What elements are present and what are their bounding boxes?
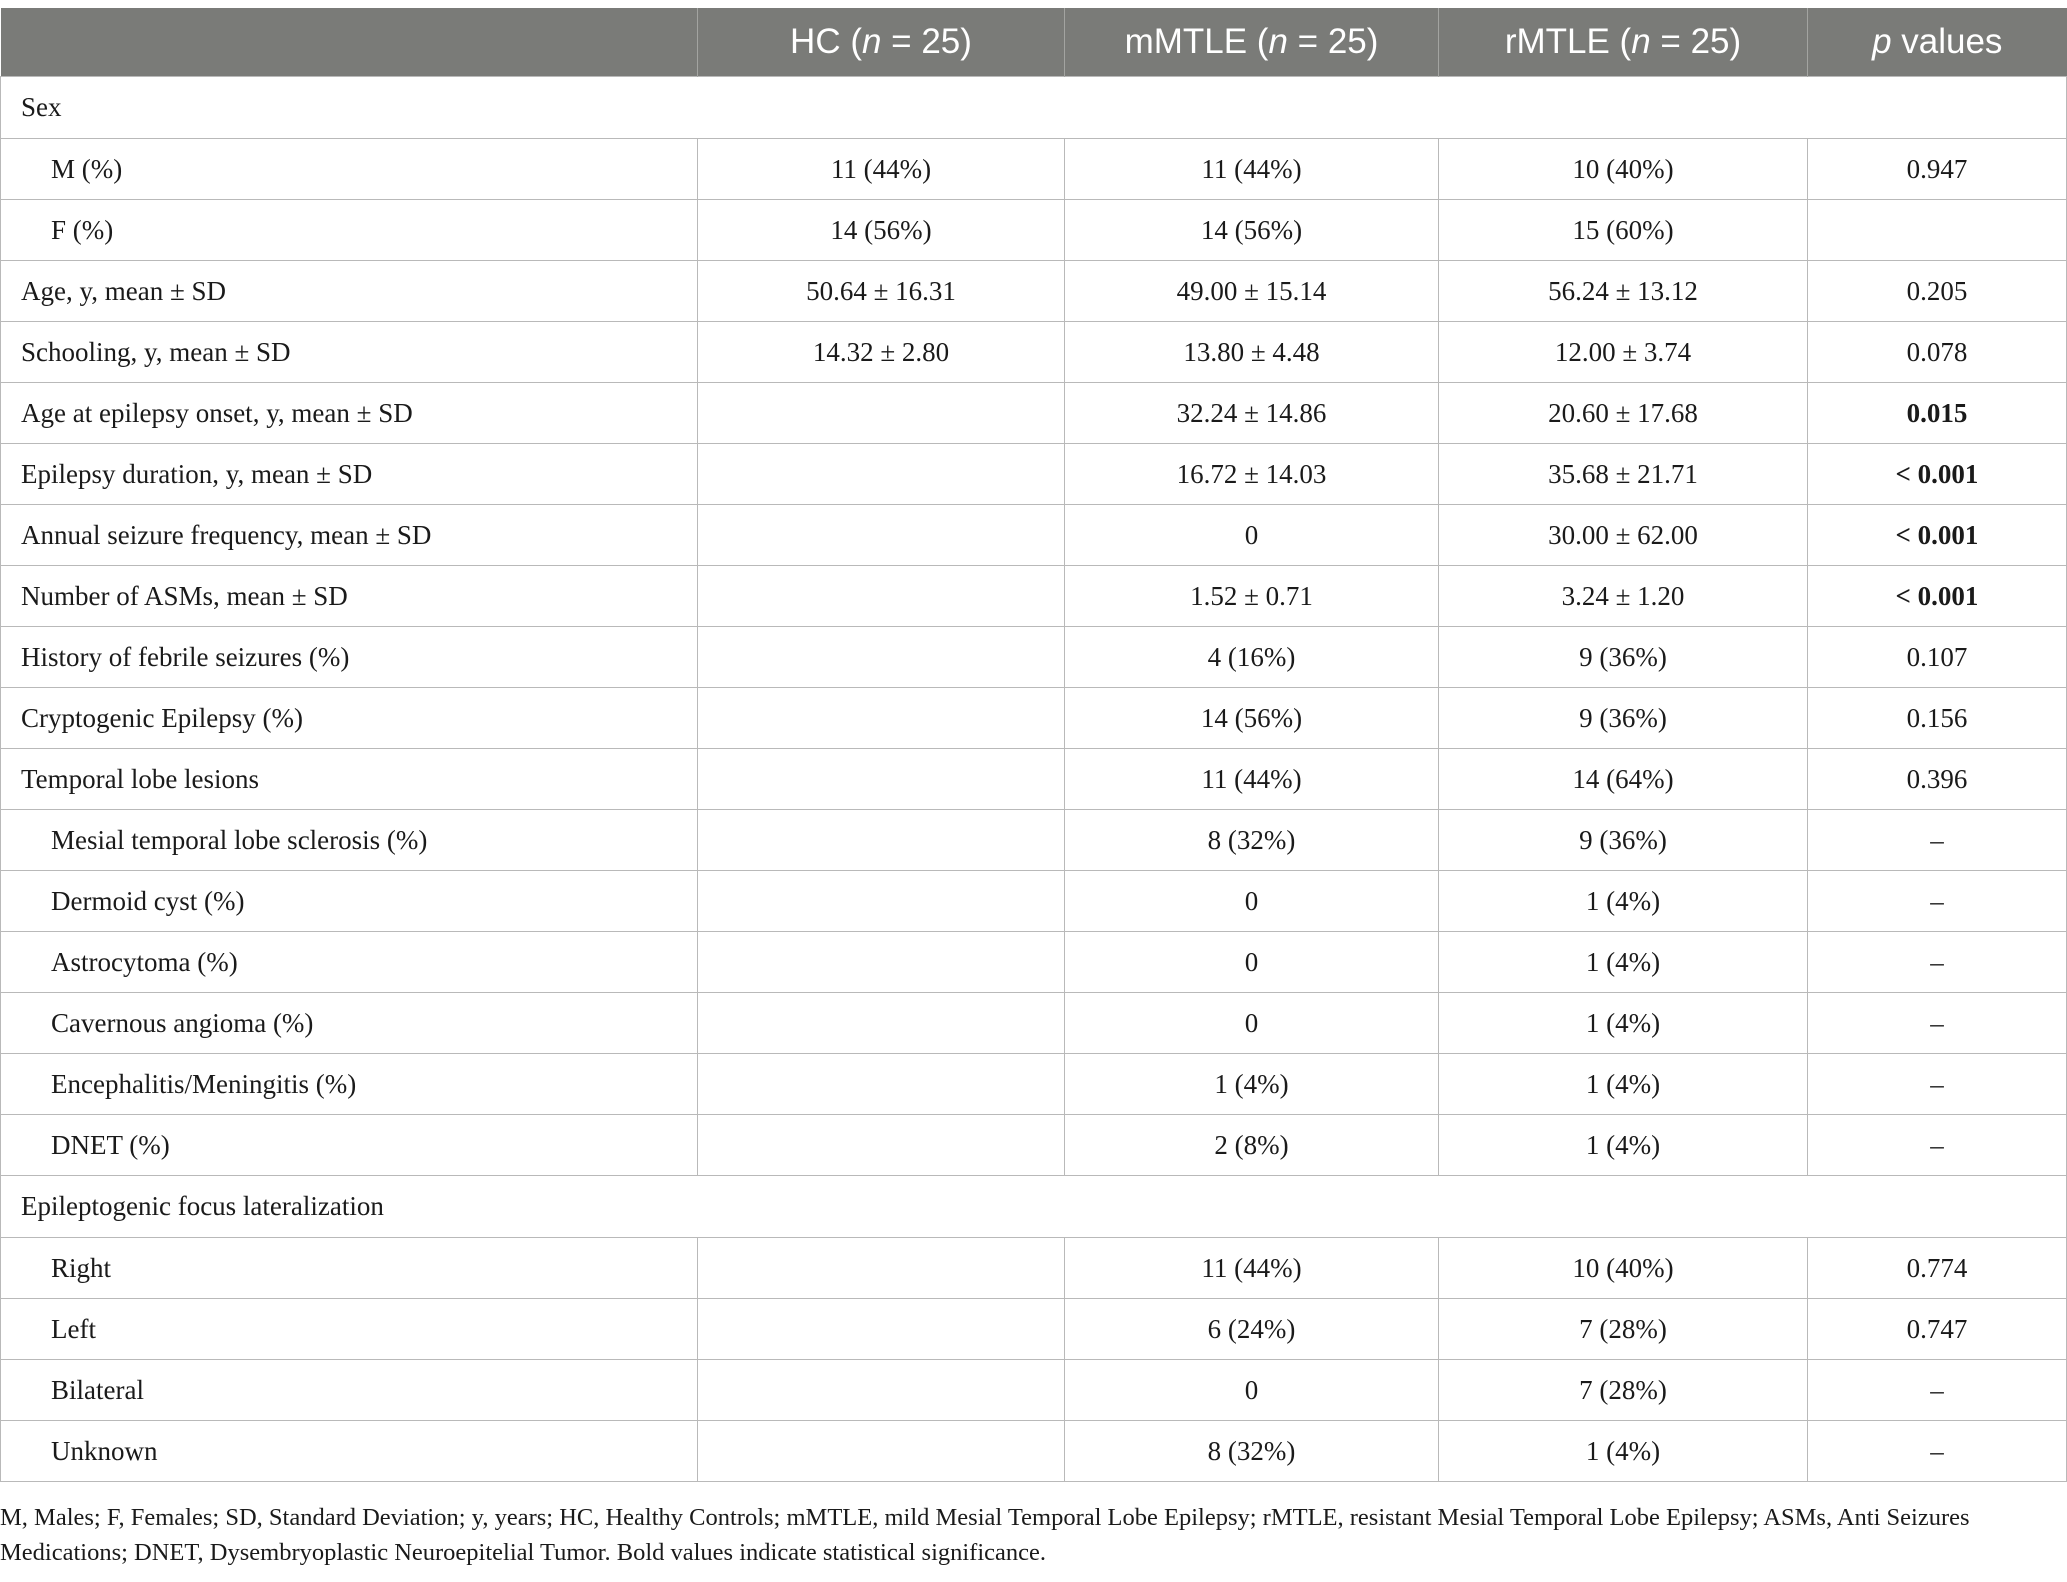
- cell-hc: [698, 1421, 1065, 1482]
- cell-mmtle: 16.72 ± 14.03: [1065, 444, 1439, 505]
- cell-hc: [698, 932, 1065, 993]
- cell-hc: [698, 871, 1065, 932]
- cell-mmtle: 14 (56%): [1065, 200, 1439, 261]
- header-mmtle: mMTLE (n = 25): [1065, 8, 1439, 77]
- cell-rmtle: 1 (4%): [1439, 932, 1808, 993]
- cell-rmtle: 1 (4%): [1439, 1054, 1808, 1115]
- cell-hc: [698, 505, 1065, 566]
- cell-mmtle: 4 (16%): [1065, 627, 1439, 688]
- cell-mmtle: 8 (32%): [1065, 810, 1439, 871]
- cell-hc: 14.32 ± 2.80: [698, 322, 1065, 383]
- row-label: DNET (%): [1, 1115, 698, 1176]
- cell-rmtle: 9 (36%): [1439, 688, 1808, 749]
- cell-p: –: [1808, 993, 2067, 1054]
- cell-rmtle: 12.00 ± 3.74: [1439, 322, 1808, 383]
- table-row: [1, 505, 2067, 566]
- table-row: [1, 688, 2067, 749]
- cell-p: 0.774: [1808, 1238, 2067, 1299]
- cell-hc: [698, 993, 1065, 1054]
- cell-p: 0.205: [1808, 261, 2067, 322]
- cell-p: 0.396: [1808, 749, 2067, 810]
- cell-p: 0.078: [1808, 322, 2067, 383]
- row-label: Bilateral: [1, 1360, 698, 1421]
- cell-mmtle: 6 (24%): [1065, 1299, 1439, 1360]
- row-label: Left: [1, 1299, 698, 1360]
- cell-mmtle: 14 (56%): [1065, 688, 1439, 749]
- table-row: [1, 1238, 2067, 1299]
- table-row: [1, 139, 2067, 200]
- data-table: [0, 8, 2067, 1482]
- cell-hc: 11 (44%): [698, 139, 1065, 200]
- cell-mmtle: 11 (44%): [1065, 139, 1439, 200]
- table-row: [1, 627, 2067, 688]
- cell-p: 0.747: [1808, 1299, 2067, 1360]
- row-label: Cryptogenic Epilepsy (%): [1, 688, 698, 749]
- table-row: [1, 932, 2067, 993]
- cell-rmtle: 7 (28%): [1439, 1360, 1808, 1421]
- cell-hc: [698, 688, 1065, 749]
- table-row: [1, 566, 2067, 627]
- cell-p: 0.156: [1808, 688, 2067, 749]
- row-label: Age, y, mean ± SD: [1, 261, 698, 322]
- cell-hc: [698, 1238, 1065, 1299]
- cell-rmtle: 1 (4%): [1439, 1115, 1808, 1176]
- row-label: Mesial temporal lobe sclerosis (%): [1, 810, 698, 871]
- cell-p: –: [1808, 871, 2067, 932]
- table-row: [1, 322, 2067, 383]
- table-row: [1, 200, 2067, 261]
- cell-rmtle: 30.00 ± 62.00: [1439, 505, 1808, 566]
- cell-mmtle: 0: [1065, 1360, 1439, 1421]
- cell-mmtle: 49.00 ± 15.14: [1065, 261, 1439, 322]
- cell-hc: [698, 810, 1065, 871]
- row-label: History of febrile seizures (%): [1, 627, 698, 688]
- cell-p: –: [1808, 932, 2067, 993]
- table-row: [1, 871, 2067, 932]
- row-label: Encephalitis/Meningitis (%): [1, 1054, 698, 1115]
- cell-hc: [698, 1360, 1065, 1421]
- cell-mmtle: 0: [1065, 505, 1439, 566]
- row-label: Annual seizure frequency, mean ± SD: [1, 505, 698, 566]
- cell-p-significant: < 0.001: [1808, 566, 2067, 627]
- cell-mmtle: 2 (8%): [1065, 1115, 1439, 1176]
- cell-p: –: [1808, 1421, 2067, 1482]
- section-label: Epileptogenic focus lateralization: [1, 1176, 2067, 1238]
- cell-rmtle: 10 (40%): [1439, 139, 1808, 200]
- table-row: [1, 1054, 2067, 1115]
- header-row: [1, 8, 2067, 77]
- row-label: Epilepsy duration, y, mean ± SD: [1, 444, 698, 505]
- cell-rmtle: 10 (40%): [1439, 1238, 1808, 1299]
- cell-mmtle: 1.52 ± 0.71: [1065, 566, 1439, 627]
- row-label: Right: [1, 1238, 698, 1299]
- cell-hc: [698, 749, 1065, 810]
- cell-rmtle: 56.24 ± 13.12: [1439, 261, 1808, 322]
- header-p-values: p values: [1808, 8, 2067, 77]
- table-row: [1, 1360, 2067, 1421]
- row-label: Number of ASMs, mean ± SD: [1, 566, 698, 627]
- table-row: [1, 993, 2067, 1054]
- cell-rmtle: 15 (60%): [1439, 200, 1808, 261]
- cell-hc: [698, 1115, 1065, 1176]
- table-row: [1, 810, 2067, 871]
- table-row: [1, 1299, 2067, 1360]
- cell-mmtle: 13.80 ± 4.48: [1065, 322, 1439, 383]
- cell-mmtle: 0: [1065, 932, 1439, 993]
- row-label: Temporal lobe lesions: [1, 749, 698, 810]
- cell-hc: [698, 1299, 1065, 1360]
- table-row: [1, 261, 2067, 322]
- cell-mmtle: 8 (32%): [1065, 1421, 1439, 1482]
- cell-p-significant: < 0.001: [1808, 505, 2067, 566]
- cell-rmtle: 7 (28%): [1439, 1299, 1808, 1360]
- row-label: Astrocytoma (%): [1, 932, 698, 993]
- cell-hc: 14 (56%): [698, 200, 1065, 261]
- cell-p: –: [1808, 1054, 2067, 1115]
- header-rmtle: rMTLE (n = 25): [1439, 8, 1808, 77]
- table-footnote: M, Males; F, Females; SD, Standard Deviation; y, years; HC, Healthy Controls; mMTLE, mild Mesial Temporal Lobe Epilepsy; rMTLE, resistant Mesial Temporal Lobe Epilepsy; ASMs, Anti Seizures Medications; DNET, Dysembryoplastic Neuroepitelial Tumor. Bold values indicate statistical significance.: [0, 1504, 1970, 1566]
- row-label: Cavernous angioma (%): [1, 993, 698, 1054]
- row-label: Schooling, y, mean ± SD: [1, 322, 698, 383]
- cell-p-significant: < 0.001: [1808, 444, 2067, 505]
- cell-hc: 50.64 ± 16.31: [698, 261, 1065, 322]
- cell-rmtle: 20.60 ± 17.68: [1439, 383, 1808, 444]
- cell-rmtle: 35.68 ± 21.71: [1439, 444, 1808, 505]
- cell-p: [1808, 200, 2067, 261]
- row-label: Dermoid cyst (%): [1, 871, 698, 932]
- cell-mmtle: 11 (44%): [1065, 749, 1439, 810]
- cell-hc: [698, 444, 1065, 505]
- table-row: [1, 749, 2067, 810]
- cell-p: –: [1808, 1115, 2067, 1176]
- row-label: F (%): [1, 200, 698, 261]
- section-label: Sex: [1, 77, 2067, 139]
- cell-p: –: [1808, 810, 2067, 871]
- cell-rmtle: 1 (4%): [1439, 993, 1808, 1054]
- row-label: Unknown: [1, 1421, 698, 1482]
- section-row-sex: [1, 77, 2067, 139]
- cell-p: 0.107: [1808, 627, 2067, 688]
- section-row-focus: [1, 1176, 2067, 1238]
- header-hc: HC (n = 25): [698, 8, 1065, 77]
- cell-hc: [698, 627, 1065, 688]
- table-row: [1, 444, 2067, 505]
- cell-p: –: [1808, 1360, 2067, 1421]
- cell-p-significant: 0.015: [1808, 383, 2067, 444]
- table-row: [1, 1421, 2067, 1482]
- cell-rmtle: 1 (4%): [1439, 1421, 1808, 1482]
- cell-rmtle: 14 (64%): [1439, 749, 1808, 810]
- header-label-col: [1, 8, 698, 77]
- cell-mmtle: 1 (4%): [1065, 1054, 1439, 1115]
- cell-rmtle: 1 (4%): [1439, 871, 1808, 932]
- cell-p: 0.947: [1808, 139, 2067, 200]
- cell-mmtle: 0: [1065, 871, 1439, 932]
- cell-hc: [698, 383, 1065, 444]
- cell-rmtle: 3.24 ± 1.20: [1439, 566, 1808, 627]
- cell-hc: [698, 1054, 1065, 1115]
- row-label: Age at epilepsy onset, y, mean ± SD: [1, 383, 698, 444]
- table-row: [1, 1115, 2067, 1176]
- cell-rmtle: 9 (36%): [1439, 627, 1808, 688]
- cell-hc: [698, 566, 1065, 627]
- cell-mmtle: 11 (44%): [1065, 1238, 1439, 1299]
- cell-rmtle: 9 (36%): [1439, 810, 1808, 871]
- cell-mmtle: 0: [1065, 993, 1439, 1054]
- table-row: [1, 383, 2067, 444]
- row-label: M (%): [1, 139, 698, 200]
- cell-mmtle: 32.24 ± 14.86: [1065, 383, 1439, 444]
